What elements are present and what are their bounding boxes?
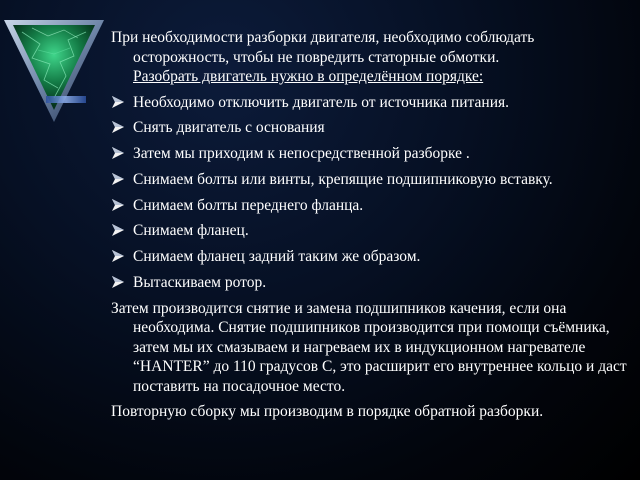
checkmark-arrow-icon — [112, 224, 124, 236]
checkmark-arrow-icon — [112, 199, 124, 211]
checkmark-arrow-icon — [112, 250, 124, 262]
green-triangle-gem-icon — [2, 18, 106, 124]
list-item: Необходимо отключить двигатель от источника питания. — [111, 93, 633, 113]
slide-content — [111, 28, 633, 428]
list-item: Снимаем фланец. — [111, 221, 633, 241]
list-item: Снимаем фланец задний таким же образом. — [111, 247, 633, 267]
intro-text: При необходимости разборки двигателя, необходимо соблюдать осторожность, чтобы не повредить статорные обмотки. — [111, 29, 535, 66]
checkmark-arrow-icon — [112, 173, 124, 185]
list-item: Снять двигатель с основания — [111, 118, 633, 138]
list-item: Вытаскиваем ротор. — [111, 273, 633, 293]
reassembly-paragraph: Повторную сборку мы производим в порядке обратной разборки. — [111, 403, 544, 421]
intro-paragraph — [111, 28, 633, 87]
list-item: Снимаем болты или винты, крепящие подшипниковую вставку. — [111, 170, 633, 190]
checkmark-arrow-icon — [112, 96, 124, 108]
checkmark-arrow-icon — [112, 147, 124, 159]
intro-underlined: Разобрать двигатель нужно в определённом порядке: — [133, 68, 484, 85]
bearing-paragraph: Затем производится снятие и замена подшипников качения, если она необходима. Снятие подшипников производится при помощи съёмника, затем мы их смазываем и нагреваем их в индукционном нагревателе “HANTER” до 110 градусов С, это расширит его внутреннее кольцо и даст поставить на посадочное место. — [111, 299, 627, 395]
checkmark-arrow-icon — [112, 276, 124, 288]
list-item: Затем мы приходим к непосредственной разборке . — [111, 144, 633, 164]
list-item: Снимаем болты переднего фланца. — [111, 196, 633, 216]
checkmark-arrow-icon — [112, 121, 124, 133]
steps-list — [111, 93, 633, 293]
